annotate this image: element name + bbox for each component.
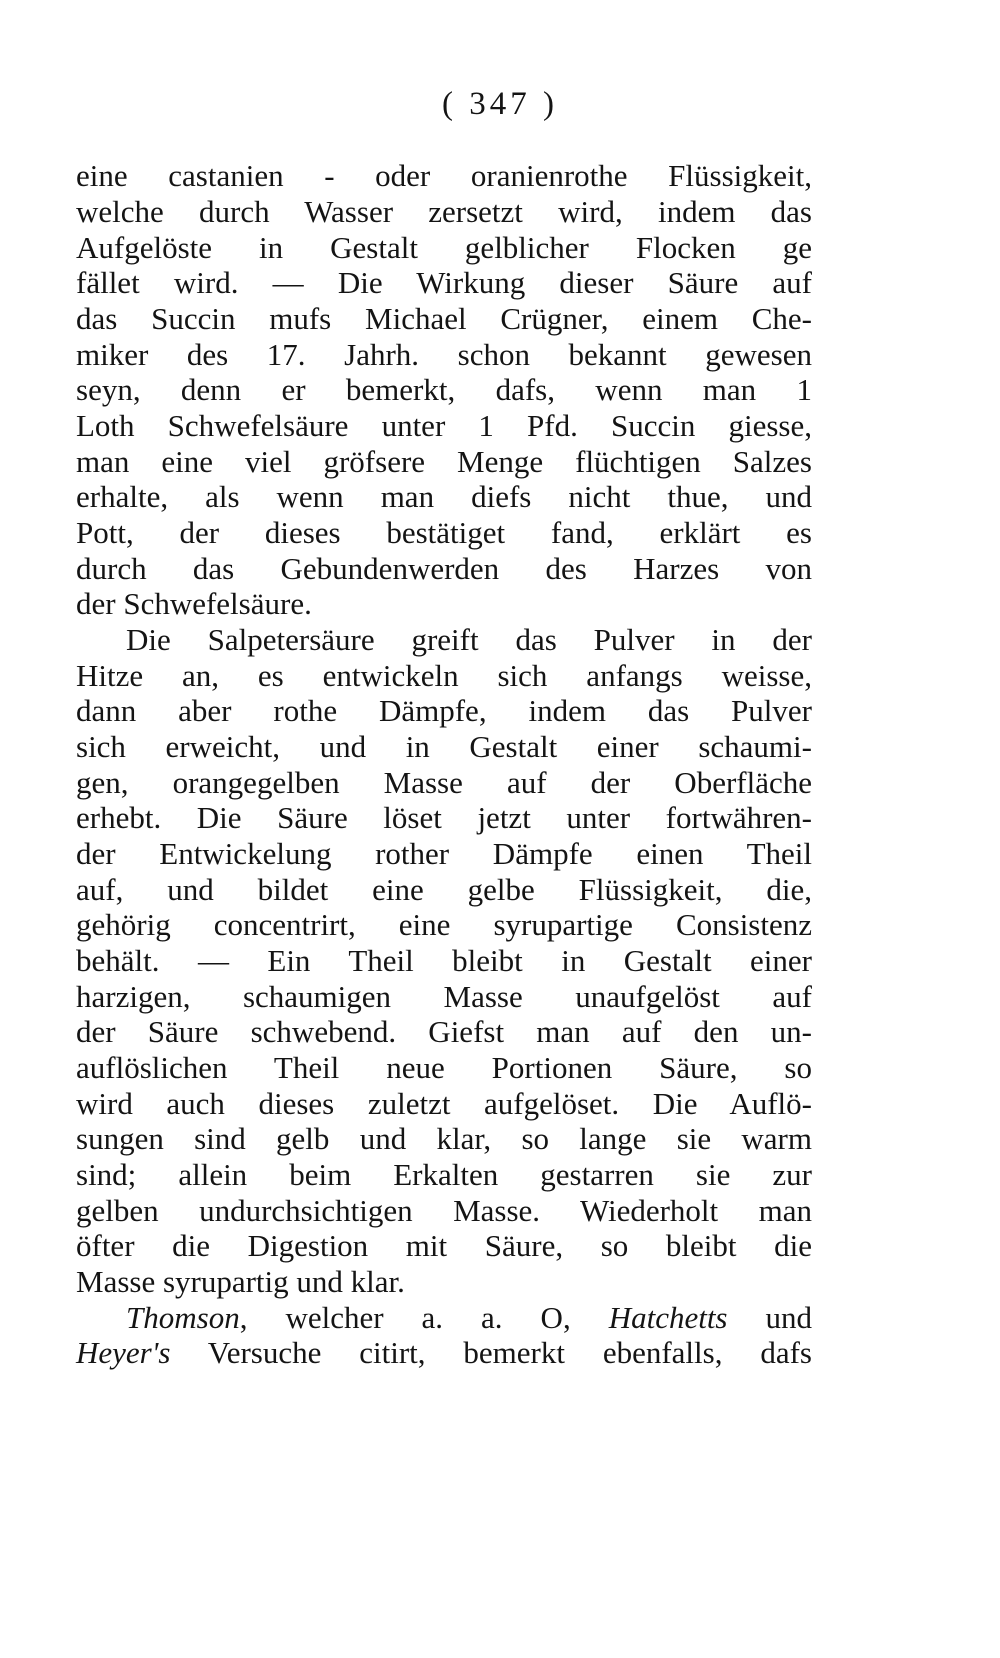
text-line: der Säure schwebend. Giefst man auf den un- [76, 1014, 812, 1049]
text-line: auflöslichen Theil neue Portionen Säure, so [76, 1050, 812, 1085]
text-line: welche durch Wasser zersetzt wird, indem das [76, 194, 812, 229]
text-line: der Entwickelung rother Dämpfe einen Theil [76, 836, 812, 871]
text-line: gehörig concentrirt, eine syrupartige Consistenz [76, 907, 812, 942]
text-line: sich erweicht, und in Gestalt einer schaumi- [76, 729, 812, 764]
text-line: gelben undurchsichtigen Masse. Wiederholt man [76, 1193, 812, 1228]
text-line: man eine viel gröfsere Menge flüchtigen Salzes [76, 444, 812, 479]
page-number: ( 347 ) [442, 86, 558, 122]
text-line: sind; allein beim Erkalten gestarren sie zur [76, 1157, 812, 1192]
text-line: dann aber rothe Dämpfe, indem das Pulver [76, 693, 812, 728]
text-span: und [727, 1300, 812, 1335]
text-line: harzigen, schaumigen Masse unaufgelöst auf [76, 979, 812, 1014]
text-line: miker des 17. Jahrh. schon bekannt gewesen [76, 337, 812, 372]
text-line: der Schwefelsäure. [76, 586, 312, 621]
text-line: öfter die Digestion mit Säure, so bleibt die [76, 1228, 812, 1263]
text-line: Pott, der dieses bestätiget fand, erklärt es [76, 515, 812, 550]
text-line: erhebt. Die Säure löset jetzt unter fortwähren- [76, 800, 812, 835]
text-line [126, 1300, 812, 1336]
text-span: Versuche citirt, bemerkt ebenfalls, dafs [170, 1335, 812, 1370]
text-line: durch das Gebundenwerden des Harzes von [76, 551, 812, 586]
text-line: behält. — Ein Theil bleibt in Gestalt einer [76, 943, 812, 978]
author-name: Thomson [126, 1300, 240, 1335]
text-line: Loth Schwefelsäure unter 1 Pfd. Succin giesse, [76, 408, 812, 443]
author-name: Hatchetts [608, 1300, 728, 1335]
text-span: , welcher a. a. O, [239, 1300, 609, 1335]
text-line: auf, und bildet eine gelbe Flüssigkeit, die, [76, 872, 812, 907]
text-line: Aufgelöste in Gestalt gelblicher Flocken ge [76, 230, 812, 265]
text-line: fället wird. — Die Wirkung dieser Säure auf [76, 265, 812, 300]
text-line: eine castanien - oder oranienrothe Flüssigkeit, [76, 158, 812, 193]
text-line: Die Salpetersäure greift das Pulver in der [126, 622, 812, 657]
text-line: gen, orangegelben Masse auf der Oberfläche [76, 765, 812, 800]
text-line: seyn, denn er bemerkt, dafs, wenn man 1 [76, 372, 812, 407]
text-line: sungen sind gelb und klar, so lange sie warm [76, 1121, 812, 1156]
text-line: erhalte, als wenn man diefs nicht thue, und [76, 479, 812, 514]
text-line: Hitze an, es entwickeln sich anfangs weisse, [76, 658, 812, 693]
text-line: das Succin mufs Michael Crügner, einem Che- [76, 301, 812, 336]
author-name: Heyer's [76, 1335, 171, 1370]
text-line: Masse syrupartig und klar. [76, 1264, 405, 1299]
text-line [76, 1335, 812, 1371]
text-line: wird auch dieses zuletzt aufgelöset. Die Auflö- [76, 1086, 812, 1121]
